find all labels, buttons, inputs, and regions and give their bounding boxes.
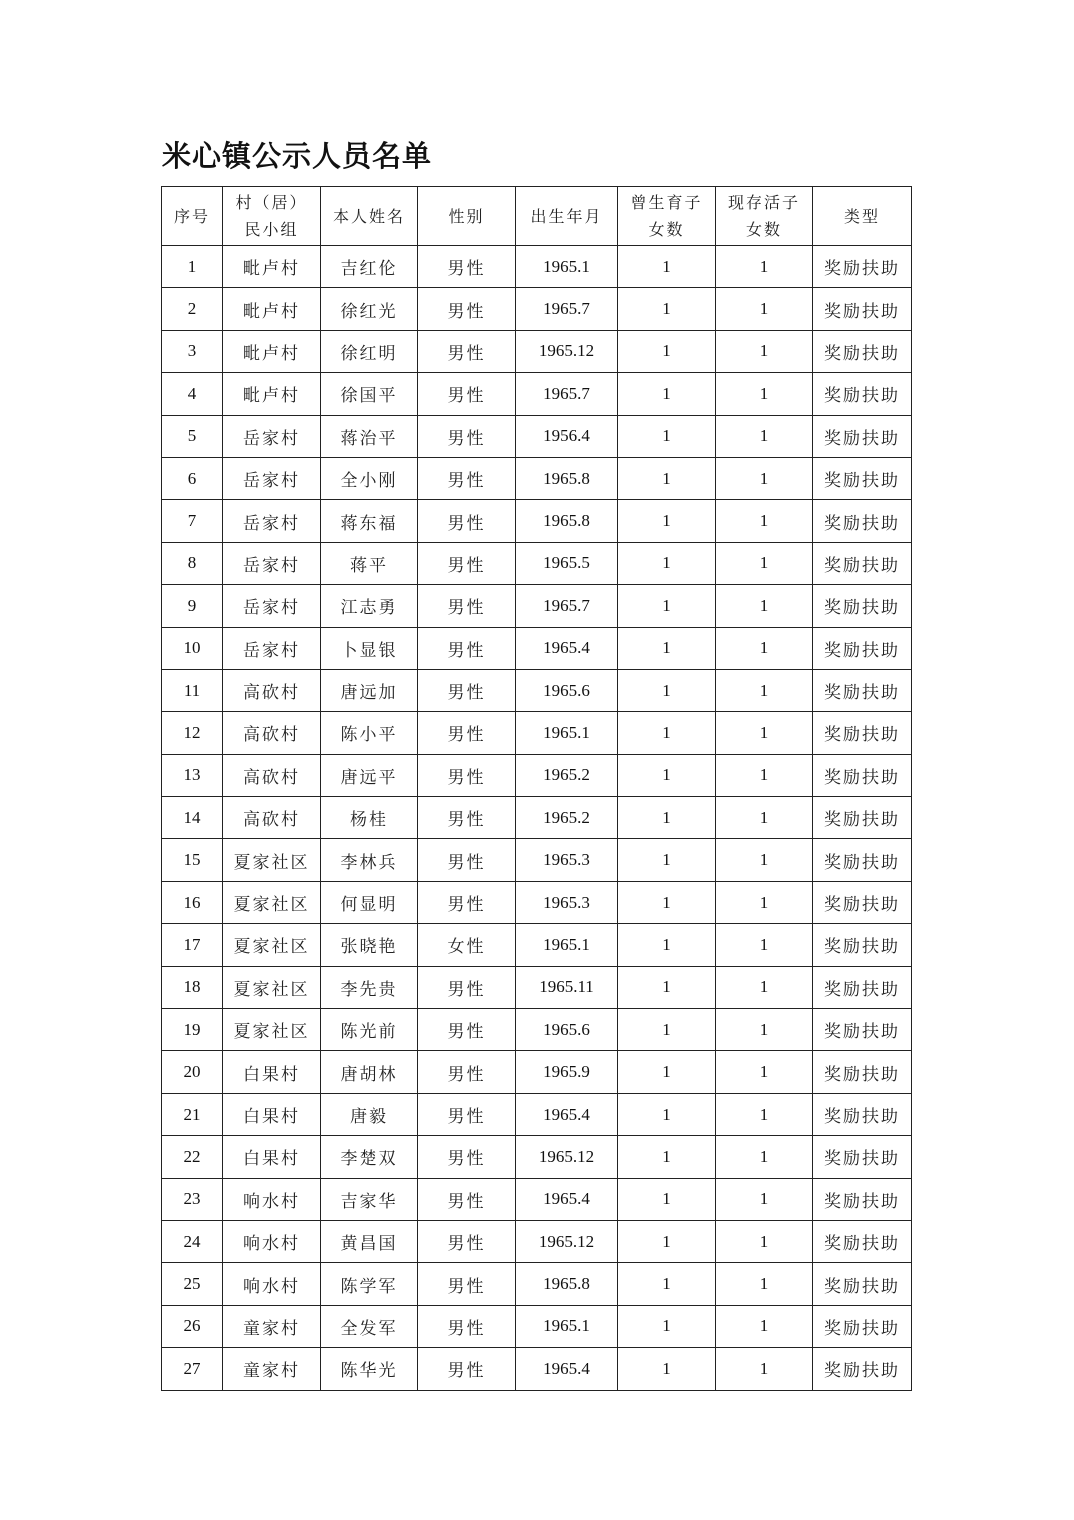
cell-children-born: 1	[618, 839, 716, 881]
cell-village: 白果村	[223, 1051, 321, 1093]
cell-village: 童家村	[223, 1348, 321, 1390]
cell-seq: 18	[162, 966, 223, 1008]
cell-gender: 男性	[418, 712, 516, 754]
table-row	[162, 924, 912, 966]
cell-village: 童家村	[223, 1305, 321, 1347]
cell-name: 卜显银	[321, 627, 418, 669]
table-row	[162, 1178, 912, 1220]
cell-name: 吉红伦	[321, 246, 418, 288]
cell-village: 响水村	[223, 1220, 321, 1262]
cell-children-living: 1	[716, 1136, 813, 1178]
cell-name: 李楚双	[321, 1136, 418, 1178]
cell-seq: 15	[162, 839, 223, 881]
cell-birth: 1965.1	[516, 246, 618, 288]
table-row	[162, 373, 912, 415]
cell-name: 唐远平	[321, 754, 418, 796]
cell-village: 岳家村	[223, 500, 321, 542]
cell-birth: 1965.1	[516, 712, 618, 754]
cell-children-living: 1	[716, 1305, 813, 1347]
cell-name: 徐国平	[321, 373, 418, 415]
cell-village: 高砍村	[223, 669, 321, 711]
cell-children-living: 1	[716, 415, 813, 457]
cell-seq: 14	[162, 797, 223, 839]
cell-children-living: 1	[716, 669, 813, 711]
cell-village: 高砍村	[223, 797, 321, 839]
cell-children-born: 1	[618, 1009, 716, 1051]
table-row	[162, 500, 912, 542]
cell-type: 奖励扶助	[813, 1051, 912, 1093]
table-row	[162, 712, 912, 754]
cell-type: 奖励扶助	[813, 966, 912, 1008]
roster-table	[161, 186, 912, 1391]
cell-village: 白果村	[223, 1093, 321, 1135]
cell-children-born: 1	[618, 1305, 716, 1347]
table-row	[162, 457, 912, 499]
cell-gender: 男性	[418, 246, 516, 288]
cell-children-born: 1	[618, 415, 716, 457]
cell-gender: 男性	[418, 542, 516, 584]
cell-name: 张晓艳	[321, 924, 418, 966]
cell-children-born: 1	[618, 1136, 716, 1178]
cell-name: 何显明	[321, 881, 418, 923]
cell-seq: 6	[162, 457, 223, 499]
cell-seq: 25	[162, 1263, 223, 1305]
cell-children-born: 1	[618, 542, 716, 584]
cell-seq: 8	[162, 542, 223, 584]
cell-gender: 男性	[418, 500, 516, 542]
table-row	[162, 542, 912, 584]
cell-seq: 16	[162, 881, 223, 923]
cell-village: 响水村	[223, 1263, 321, 1305]
cell-name: 唐远加	[321, 669, 418, 711]
cell-birth: 1965.9	[516, 1051, 618, 1093]
cell-children-living: 1	[716, 839, 813, 881]
table-row	[162, 754, 912, 796]
cell-birth: 1965.1	[516, 924, 618, 966]
table-row	[162, 669, 912, 711]
cell-birth: 1965.3	[516, 839, 618, 881]
table-row	[162, 1136, 912, 1178]
cell-seq: 26	[162, 1305, 223, 1347]
cell-type: 奖励扶助	[813, 542, 912, 584]
table-row	[162, 627, 912, 669]
cell-birth: 1965.7	[516, 373, 618, 415]
cell-seq: 19	[162, 1009, 223, 1051]
cell-name: 李先贵	[321, 966, 418, 1008]
cell-seq: 20	[162, 1051, 223, 1093]
cell-village: 高砍村	[223, 712, 321, 754]
cell-name: 全小刚	[321, 457, 418, 499]
header-village: 村（居） 民小组	[223, 187, 321, 246]
cell-children-born: 1	[618, 1178, 716, 1220]
cell-village: 毗卢村	[223, 288, 321, 330]
cell-children-living: 1	[716, 288, 813, 330]
table-row	[162, 797, 912, 839]
cell-type: 奖励扶助	[813, 373, 912, 415]
cell-children-living: 1	[716, 797, 813, 839]
cell-village: 岳家村	[223, 457, 321, 499]
cell-children-living: 1	[716, 881, 813, 923]
table-row	[162, 1009, 912, 1051]
cell-children-born: 1	[618, 1220, 716, 1262]
cell-gender: 男性	[418, 457, 516, 499]
cell-children-living: 1	[716, 712, 813, 754]
cell-name: 徐红明	[321, 330, 418, 372]
cell-children-born: 1	[618, 585, 716, 627]
cell-children-born: 1	[618, 457, 716, 499]
cell-seq: 21	[162, 1093, 223, 1135]
cell-children-born: 1	[618, 500, 716, 542]
cell-children-born: 1	[618, 669, 716, 711]
cell-name: 陈光前	[321, 1009, 418, 1051]
cell-village: 夏家社区	[223, 924, 321, 966]
cell-name: 徐红光	[321, 288, 418, 330]
cell-village: 夏家社区	[223, 1009, 321, 1051]
cell-village: 毗卢村	[223, 373, 321, 415]
cell-type: 奖励扶助	[813, 1009, 912, 1051]
cell-type: 奖励扶助	[813, 585, 912, 627]
cell-type: 奖励扶助	[813, 246, 912, 288]
cell-type: 奖励扶助	[813, 627, 912, 669]
cell-children-living: 1	[716, 966, 813, 1008]
cell-gender: 男性	[418, 669, 516, 711]
cell-gender: 男性	[418, 1178, 516, 1220]
cell-seq: 9	[162, 585, 223, 627]
cell-children-born: 1	[618, 288, 716, 330]
cell-children-born: 1	[618, 924, 716, 966]
cell-children-living: 1	[716, 246, 813, 288]
cell-name: 陈学军	[321, 1263, 418, 1305]
cell-name: 吉家华	[321, 1178, 418, 1220]
cell-children-living: 1	[716, 754, 813, 796]
cell-gender: 男性	[418, 373, 516, 415]
cell-village: 响水村	[223, 1178, 321, 1220]
cell-birth: 1965.7	[516, 288, 618, 330]
cell-type: 奖励扶助	[813, 1220, 912, 1262]
cell-children-born: 1	[618, 373, 716, 415]
table-row	[162, 330, 912, 372]
cell-birth: 1965.12	[516, 1220, 618, 1262]
cell-children-born: 1	[618, 754, 716, 796]
cell-children-living: 1	[716, 457, 813, 499]
header-gender: 性别	[418, 187, 516, 246]
table-row	[162, 415, 912, 457]
header-type: 类型	[813, 187, 912, 246]
cell-name: 杨桂	[321, 797, 418, 839]
cell-name: 李林兵	[321, 839, 418, 881]
cell-birth: 1965.11	[516, 966, 618, 1008]
table-row	[162, 246, 912, 288]
cell-gender: 男性	[418, 415, 516, 457]
cell-gender: 男性	[418, 966, 516, 1008]
cell-gender: 男性	[418, 1263, 516, 1305]
cell-type: 奖励扶助	[813, 457, 912, 499]
header-seq: 序号	[162, 187, 223, 246]
cell-children-living: 1	[716, 1093, 813, 1135]
cell-type: 奖励扶助	[813, 415, 912, 457]
cell-village: 高砍村	[223, 754, 321, 796]
table-row	[162, 585, 912, 627]
cell-village: 岳家村	[223, 585, 321, 627]
header-birth: 出生年月	[516, 187, 618, 246]
cell-children-living: 1	[716, 1263, 813, 1305]
cell-type: 奖励扶助	[813, 1263, 912, 1305]
table-row	[162, 881, 912, 923]
table-row	[162, 1220, 912, 1262]
cell-type: 奖励扶助	[813, 500, 912, 542]
cell-seq: 24	[162, 1220, 223, 1262]
cell-name: 蒋平	[321, 542, 418, 584]
cell-name: 唐毅	[321, 1093, 418, 1135]
cell-children-living: 1	[716, 373, 813, 415]
table-body	[162, 246, 912, 1391]
cell-village: 毗卢村	[223, 330, 321, 372]
cell-birth: 1965.2	[516, 754, 618, 796]
cell-seq: 5	[162, 415, 223, 457]
cell-name: 全发军	[321, 1305, 418, 1347]
cell-children-born: 1	[618, 1263, 716, 1305]
cell-gender: 男性	[418, 1348, 516, 1390]
cell-name: 陈小平	[321, 712, 418, 754]
cell-gender: 男性	[418, 330, 516, 372]
cell-type: 奖励扶助	[813, 1305, 912, 1347]
table-row	[162, 1305, 912, 1347]
cell-village: 夏家社区	[223, 839, 321, 881]
cell-village: 夏家社区	[223, 966, 321, 1008]
cell-children-living: 1	[716, 1178, 813, 1220]
header-name: 本人姓名	[321, 187, 418, 246]
cell-type: 奖励扶助	[813, 712, 912, 754]
cell-gender: 女性	[418, 924, 516, 966]
cell-children-living: 1	[716, 1051, 813, 1093]
cell-type: 奖励扶助	[813, 1136, 912, 1178]
cell-children-living: 1	[716, 330, 813, 372]
cell-children-living: 1	[716, 500, 813, 542]
cell-type: 奖励扶助	[813, 1348, 912, 1390]
cell-birth: 1956.4	[516, 415, 618, 457]
cell-birth: 1965.8	[516, 500, 618, 542]
cell-gender: 男性	[418, 797, 516, 839]
cell-children-living: 1	[716, 924, 813, 966]
cell-village: 岳家村	[223, 415, 321, 457]
cell-gender: 男性	[418, 585, 516, 627]
cell-type: 奖励扶助	[813, 754, 912, 796]
cell-children-born: 1	[618, 881, 716, 923]
cell-birth: 1965.12	[516, 330, 618, 372]
cell-type: 奖励扶助	[813, 797, 912, 839]
cell-type: 奖励扶助	[813, 1178, 912, 1220]
cell-children-born: 1	[618, 1051, 716, 1093]
cell-children-living: 1	[716, 542, 813, 584]
cell-gender: 男性	[418, 1009, 516, 1051]
cell-name: 蒋东福	[321, 500, 418, 542]
table-row	[162, 1093, 912, 1135]
cell-gender: 男性	[418, 288, 516, 330]
cell-birth: 1965.8	[516, 457, 618, 499]
cell-type: 奖励扶助	[813, 881, 912, 923]
cell-seq: 10	[162, 627, 223, 669]
cell-seq: 11	[162, 669, 223, 711]
cell-gender: 男性	[418, 1093, 516, 1135]
cell-seq: 2	[162, 288, 223, 330]
cell-type: 奖励扶助	[813, 669, 912, 711]
cell-village: 岳家村	[223, 627, 321, 669]
cell-birth: 1965.2	[516, 797, 618, 839]
cell-seq: 1	[162, 246, 223, 288]
header-children-born: 曾生育子 女数	[618, 187, 716, 246]
cell-seq: 17	[162, 924, 223, 966]
cell-village: 白果村	[223, 1136, 321, 1178]
cell-children-born: 1	[618, 712, 716, 754]
cell-name: 江志勇	[321, 585, 418, 627]
cell-gender: 男性	[418, 1136, 516, 1178]
table-row	[162, 1263, 912, 1305]
cell-type: 奖励扶助	[813, 1093, 912, 1135]
cell-village: 岳家村	[223, 542, 321, 584]
cell-birth: 1965.4	[516, 1093, 618, 1135]
cell-gender: 男性	[418, 839, 516, 881]
cell-gender: 男性	[418, 1051, 516, 1093]
cell-seq: 3	[162, 330, 223, 372]
cell-birth: 1965.7	[516, 585, 618, 627]
cell-birth: 1965.8	[516, 1263, 618, 1305]
cell-children-living: 1	[716, 627, 813, 669]
table-row	[162, 839, 912, 881]
table-row	[162, 966, 912, 1008]
cell-seq: 12	[162, 712, 223, 754]
cell-name: 蒋治平	[321, 415, 418, 457]
cell-birth: 1965.4	[516, 1178, 618, 1220]
cell-children-living: 1	[716, 585, 813, 627]
cell-birth: 1965.3	[516, 881, 618, 923]
cell-type: 奖励扶助	[813, 288, 912, 330]
cell-children-born: 1	[618, 246, 716, 288]
cell-birth: 1965.6	[516, 669, 618, 711]
cell-name: 唐胡林	[321, 1051, 418, 1093]
table-row	[162, 1348, 912, 1390]
cell-gender: 男性	[418, 1305, 516, 1347]
cell-children-born: 1	[618, 797, 716, 839]
cell-children-born: 1	[618, 1093, 716, 1135]
cell-birth: 1965.4	[516, 1348, 618, 1390]
cell-seq: 4	[162, 373, 223, 415]
cell-village: 毗卢村	[223, 246, 321, 288]
cell-name: 陈华光	[321, 1348, 418, 1390]
page-title: 米心镇公示人员名单	[162, 139, 433, 173]
cell-birth: 1965.5	[516, 542, 618, 584]
cell-type: 奖励扶助	[813, 839, 912, 881]
cell-children-living: 1	[716, 1009, 813, 1051]
cell-gender: 男性	[418, 1220, 516, 1262]
cell-birth: 1965.4	[516, 627, 618, 669]
cell-birth: 1965.6	[516, 1009, 618, 1051]
table-row	[162, 1051, 912, 1093]
cell-children-born: 1	[618, 330, 716, 372]
cell-birth: 1965.1	[516, 1305, 618, 1347]
cell-seq: 23	[162, 1178, 223, 1220]
cell-children-living: 1	[716, 1220, 813, 1262]
cell-birth: 1965.12	[516, 1136, 618, 1178]
table-row	[162, 288, 912, 330]
cell-gender: 男性	[418, 881, 516, 923]
cell-seq: 22	[162, 1136, 223, 1178]
table-header-row	[162, 187, 912, 246]
cell-gender: 男性	[418, 627, 516, 669]
cell-name: 黄昌国	[321, 1220, 418, 1262]
cell-seq: 13	[162, 754, 223, 796]
cell-children-born: 1	[618, 627, 716, 669]
cell-village: 夏家社区	[223, 881, 321, 923]
cell-gender: 男性	[418, 754, 516, 796]
cell-children-living: 1	[716, 1348, 813, 1390]
cell-type: 奖励扶助	[813, 330, 912, 372]
cell-seq: 7	[162, 500, 223, 542]
cell-children-born: 1	[618, 966, 716, 1008]
cell-seq: 27	[162, 1348, 223, 1390]
cell-children-born: 1	[618, 1348, 716, 1390]
header-children-living: 现存活子 女数	[716, 187, 813, 246]
cell-type: 奖励扶助	[813, 924, 912, 966]
